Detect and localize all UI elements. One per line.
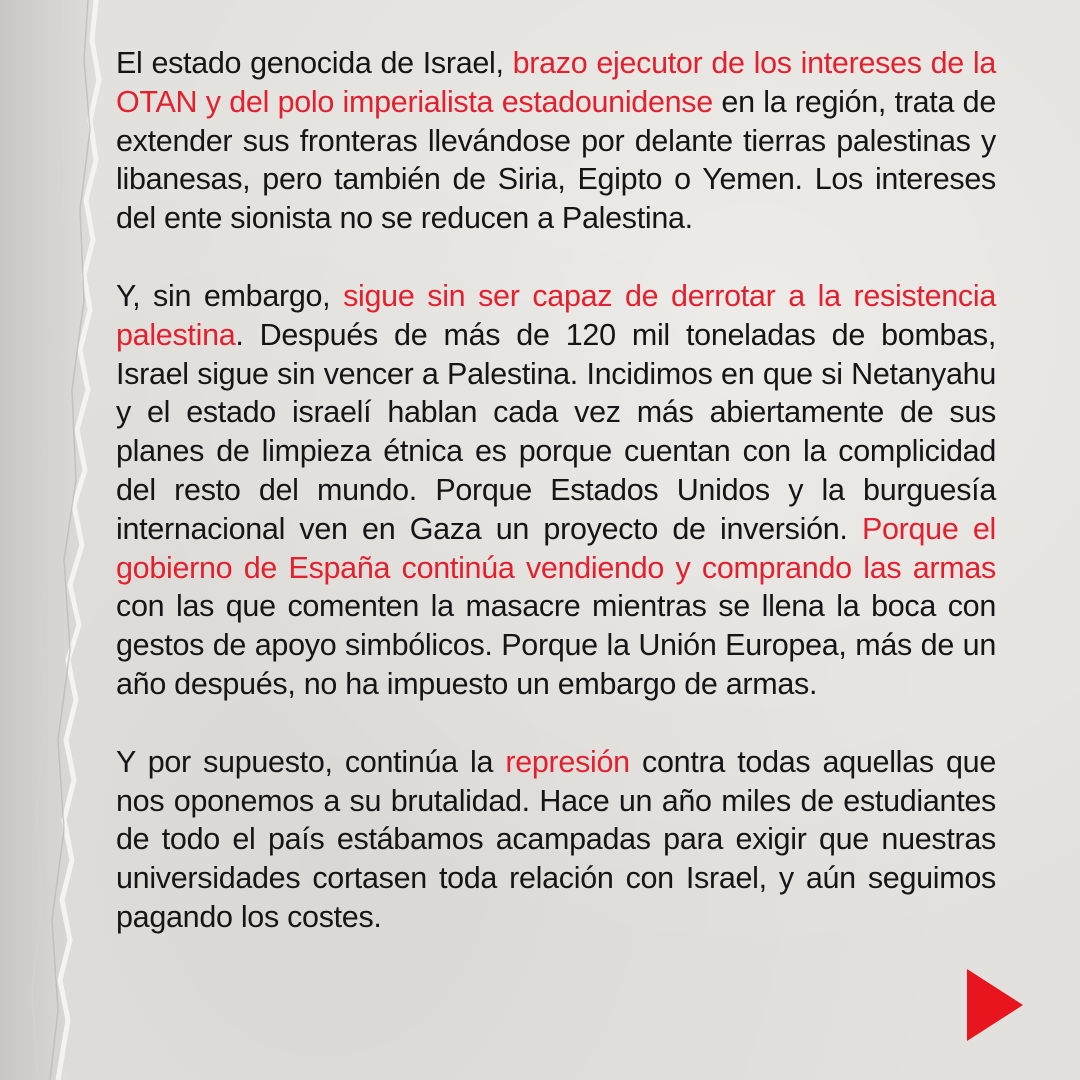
article-text	[116, 44, 996, 976]
paragraph-3-highlight-1: represión	[505, 744, 630, 779]
paragraph-2-text-1: Y, sin embargo,	[116, 278, 344, 313]
torn-paper-edge	[0, 0, 130, 1080]
paragraph-1-text-1: El estado genocida de Israel,	[116, 46, 513, 80]
paragraph-2-highlight-2: Porque el gobierno de España continúa vendiendo y comprando las armas	[116, 511, 996, 585]
paragraph-2-text-2: . Después de más de 120 mil toneladas de bombas, Israel sigue sin vencer a Palestina. Incidimos en que si Netanyahu y el estado israelí hablan cada vez más abiertamente de sus planes de limpieza étnica es porque cuentan con la complicidad del resto del mundo. Porque Estados Unidos y la burguesía internacional ven en Gaza un proyecto de inversión.	[116, 317, 996, 546]
arrow-right-icon[interactable]	[967, 969, 1023, 1041]
paragraph-3-text-1: Y por supuesto, continúa la	[116, 744, 506, 779]
paragraph-1-highlight-1: brazo ejecutor de los intereses de la OTAN y del polo imperialista estadounidense	[116, 46, 996, 119]
paragraph-2-text-3: con las que comenten la masacre mientras se llena la boca con gestos de apoyo simbólicos. Porque la Unión Europea, más de un año después, no ha impuesto un embargo de armas.	[116, 589, 996, 701]
paragraph-2-highlight-1: sigue sin ser capaz de derrotar a la resistencia palestina	[116, 278, 996, 352]
paragraph-3	[116, 743, 996, 937]
paragraph-1-text-2: en la región, trata de extender sus fronteras llevándose por delante tierras palestinas y libanesas, pero también de Siria, Egipto o Yemen. Los intereses del ente sionista no se reducen a Palestina.	[116, 84, 996, 236]
paragraph-3-text-2: contra todas aquellas que nos oponemos a su brutalidad. Hace un año miles de estudiantes de todo el país estábamos acampadas para exigir que nuestras universidades cortasen toda relación con Israel, y aún seguimos pagando los costes.	[116, 744, 996, 934]
paragraph-2	[116, 277, 996, 704]
paragraph-1	[116, 44, 996, 238]
